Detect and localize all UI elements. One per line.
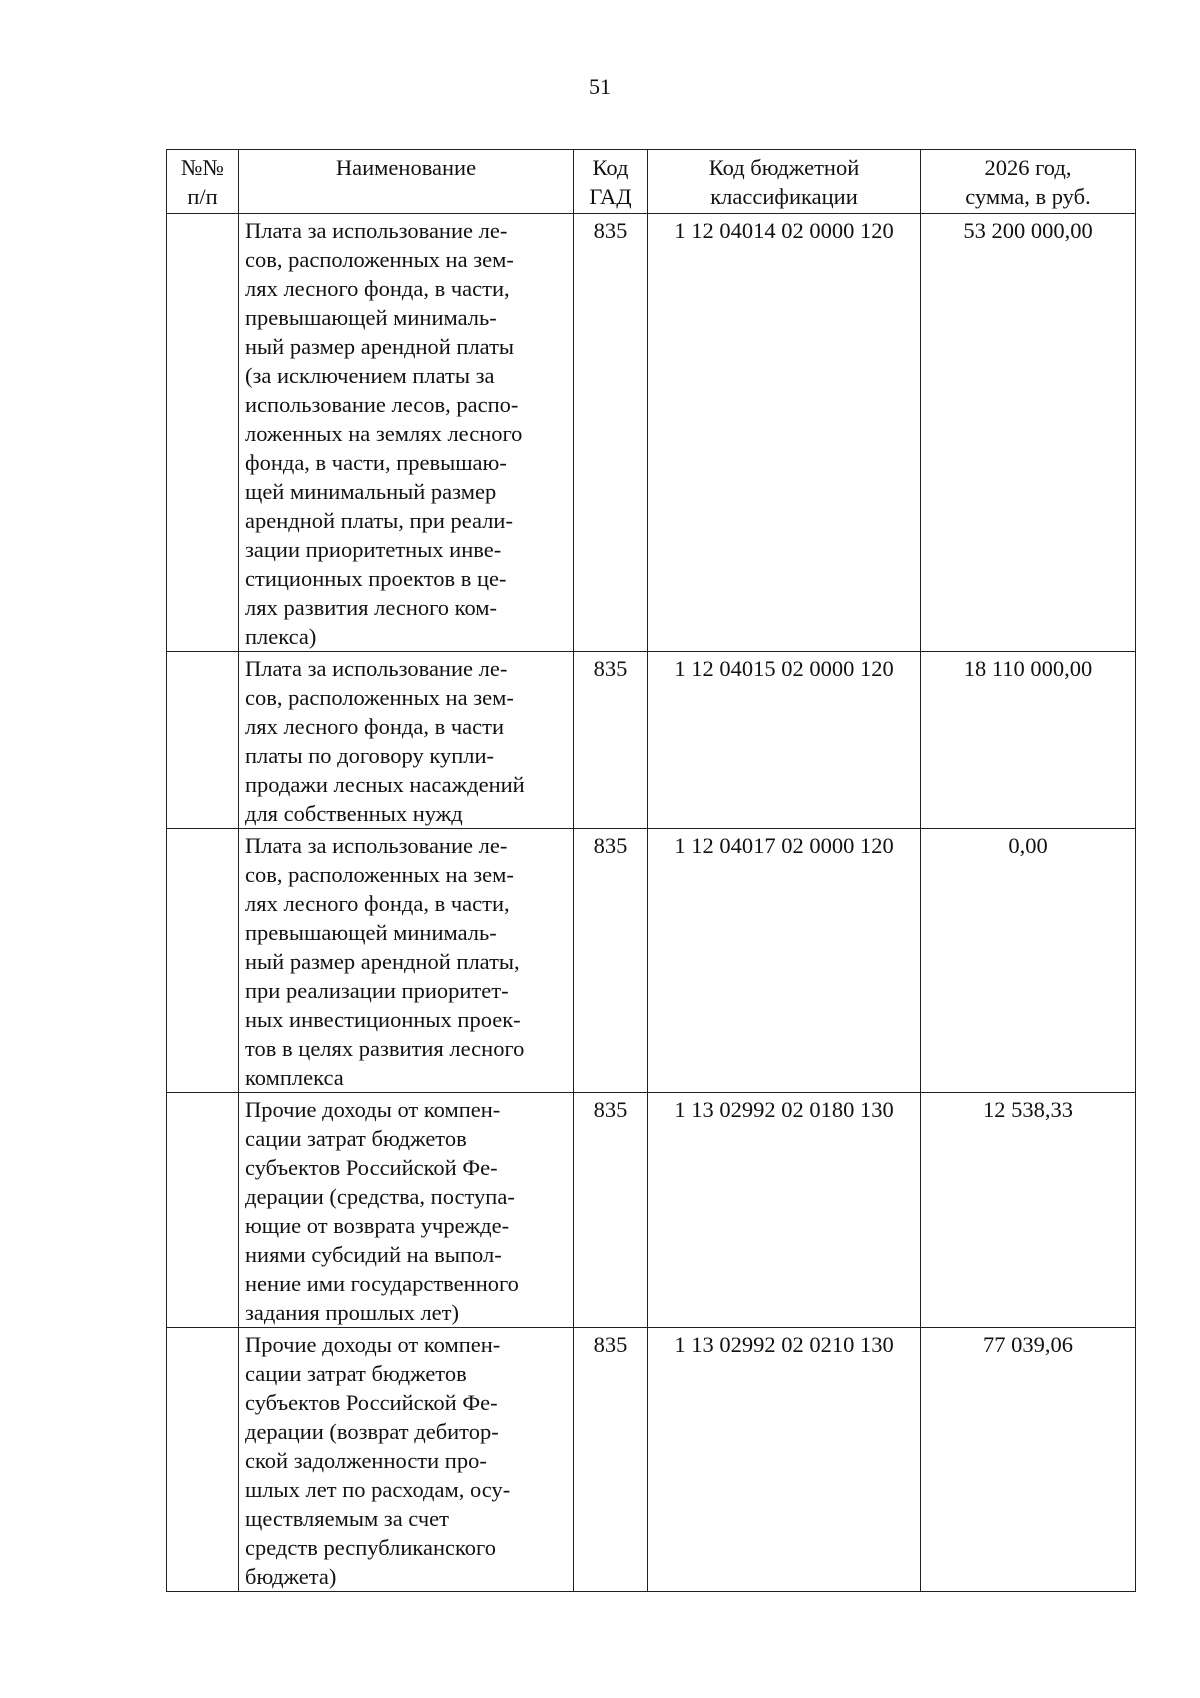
cell-name-line: при реализации приоритет- xyxy=(245,978,509,1003)
cell-number xyxy=(167,652,239,829)
cell-name-line: субъектов Российской Фе- xyxy=(245,1390,498,1415)
cell-name-line: фонда, в части, превышаю- xyxy=(245,450,507,475)
cell-name-line: лях лесного фонда, в части xyxy=(245,714,505,739)
cell-number xyxy=(167,829,239,1093)
cell-name-line: шлых лет по расходам, осу- xyxy=(245,1477,511,1502)
table-row xyxy=(167,1328,1136,1592)
cell-gad-code: 835 xyxy=(574,1328,648,1592)
header-text-line: п/п xyxy=(187,184,218,209)
cell-name-line: Плата за использование ле- xyxy=(245,656,508,681)
cell-name-line: стиционных проектов в це- xyxy=(245,566,507,591)
cell-name-line: комплекса xyxy=(245,1065,344,1090)
header-name xyxy=(239,150,574,214)
header-text-line: №№ xyxy=(181,155,224,180)
cell-name-line: сов, расположенных на зем- xyxy=(245,685,514,710)
cell-name-line: ской задолженности про- xyxy=(245,1448,487,1473)
cell-name-line: лях лесного фонда, в части, xyxy=(245,891,510,916)
cell-name-line: ный размер арендной платы, xyxy=(245,949,520,974)
cell-gad-code: 835 xyxy=(574,652,648,829)
cell-name xyxy=(239,829,574,1093)
cell-name-line: дерации (средства, поступа- xyxy=(245,1184,515,1209)
header-text-line: ГАД xyxy=(589,184,632,209)
cell-name-line: плекса) xyxy=(245,624,317,649)
cell-name-line: сов, расположенных на зем- xyxy=(245,862,514,887)
cell-name-line: средств республиканского xyxy=(245,1535,496,1560)
cell-name-line: субъектов Российской Фе- xyxy=(245,1155,498,1180)
cell-name-line: щей минимальный размер xyxy=(245,479,497,504)
cell-name-line: зации приоритетных инве- xyxy=(245,537,502,562)
header-text-line: Код бюджетной xyxy=(708,155,860,180)
cell-name-line: дерации (возврат дебитор- xyxy=(245,1419,499,1444)
header-text-line: 2026 год, xyxy=(984,155,1072,180)
cell-name-line: лях лесного фонда, в части, xyxy=(245,276,510,301)
cell-gad-code: 835 xyxy=(574,829,648,1093)
cell-name-line: превышающей минималь- xyxy=(245,920,497,945)
cell-amount: 53 200 000,00 xyxy=(921,214,1136,652)
cell-name-line: сации затрат бюджетов xyxy=(245,1126,467,1151)
cell-budget-classification-code: 1 12 04017 02 0000 120 xyxy=(648,829,921,1093)
cell-name-line: Прочие доходы от компен- xyxy=(245,1332,501,1357)
cell-name-line: платы по договору купли- xyxy=(245,743,494,768)
table-header-row xyxy=(167,150,1136,214)
cell-name xyxy=(239,1328,574,1592)
cell-name-line: Плата за использование ле- xyxy=(245,218,508,243)
cell-name xyxy=(239,652,574,829)
cell-name-line: Прочие доходы от компен- xyxy=(245,1097,501,1122)
cell-gad-code: 835 xyxy=(574,214,648,652)
cell-name-line: ный размер арендной платы xyxy=(245,334,515,359)
cell-number xyxy=(167,1093,239,1328)
cell-name-line: Плата за использование ле- xyxy=(245,833,508,858)
table-body xyxy=(167,214,1136,1592)
cell-name xyxy=(239,214,574,652)
cell-name-line: ществляемым за счет xyxy=(245,1506,449,1531)
table-row xyxy=(167,1093,1136,1328)
cell-name-line: ных инвестиционных проек- xyxy=(245,1007,521,1032)
cell-budget-classification-code: 1 13 02992 02 0180 130 xyxy=(648,1093,921,1328)
header-budget-classification-code xyxy=(648,150,921,214)
cell-budget-classification-code: 1 12 04015 02 0000 120 xyxy=(648,652,921,829)
page-number: 51 xyxy=(589,74,611,99)
cell-amount: 0,00 xyxy=(921,829,1136,1093)
table-row xyxy=(167,214,1136,652)
cell-budget-classification-code: 1 13 02992 02 0210 130 xyxy=(648,1328,921,1592)
cell-budget-classification-code: 1 12 04014 02 0000 120 xyxy=(648,214,921,652)
cell-amount: 18 110 000,00 xyxy=(921,652,1136,829)
header-text-line: Код xyxy=(592,155,629,180)
header-amount-2026 xyxy=(921,150,1136,214)
header-gad-code xyxy=(574,150,648,214)
cell-name-line: продажи лесных насаждений xyxy=(245,772,525,797)
cell-name-line: для собственных нужд xyxy=(245,801,463,826)
cell-name-line: (за исключением платы за xyxy=(245,363,495,388)
cell-name-line: тов в целях развития лесного xyxy=(245,1036,525,1061)
cell-gad-code: 835 xyxy=(574,1093,648,1328)
cell-number xyxy=(167,214,239,652)
cell-name-line: нение ими государственного xyxy=(245,1271,519,1296)
cell-name-line: превышающей минималь- xyxy=(245,305,497,330)
cell-name-line: задания прошлых лет) xyxy=(245,1300,459,1325)
cell-amount: 77 039,06 xyxy=(921,1328,1136,1592)
cell-name-line: ющие от возврата учрежде- xyxy=(245,1213,510,1238)
cell-name-line: арендной платы, при реали- xyxy=(245,508,513,533)
cell-name xyxy=(239,1093,574,1328)
cell-number xyxy=(167,1328,239,1592)
header-number xyxy=(167,150,239,214)
cell-name-line: сов, расположенных на зем- xyxy=(245,247,514,272)
header-text-line: классификации xyxy=(710,184,858,209)
cell-name-line: бюджета) xyxy=(245,1564,337,1589)
table-row xyxy=(167,652,1136,829)
header-text-line: сумма, в руб. xyxy=(965,184,1091,209)
cell-name-line: использование лесов, распо- xyxy=(245,392,519,417)
table-row xyxy=(167,829,1136,1093)
cell-name-line: ниями субсидий на выпол- xyxy=(245,1242,502,1267)
cell-name-line: лях развития лесного ком- xyxy=(245,595,498,620)
header-text-line: Наименование xyxy=(335,155,477,180)
budget-revenue-table xyxy=(166,149,1136,1592)
cell-name-line: ложенных на землях лесного xyxy=(245,421,523,446)
cell-name-line: сации затрат бюджетов xyxy=(245,1361,467,1386)
cell-amount: 12 538,33 xyxy=(921,1093,1136,1328)
